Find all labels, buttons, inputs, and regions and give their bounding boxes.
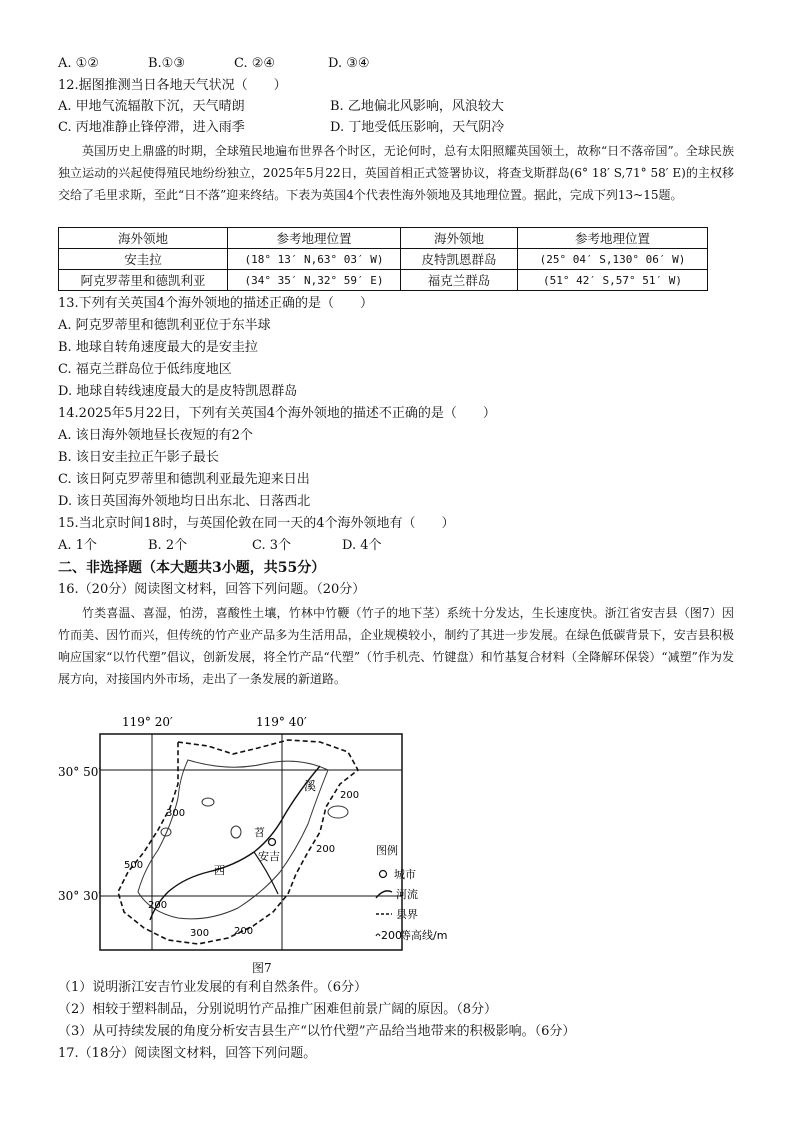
q16-sub1: （1）说明浙江安吉竹业发展的有利自然条件。（6分） <box>58 980 368 995</box>
q11-option-a[interactable]: A. ①② <box>58 56 99 71</box>
q16-passage: 竹类喜温、喜湿，怕涝，喜酸性土壤，竹林中竹鞭（竹子的地下茎）系统十分发达，生长速度快。浙江省安吉县（图7）因竹而美、因竹而兴，但传统的竹产业产品多为生活用品，企业规模较小，制约了其进一步发展。在绿色低碳背景下，安吉县积极响应国家“以竹代塑”倡议，创新发展，将全竹产品“代塑”（竹手机壳、竹键盘）和竹基复合材料（全降解环保袋）“减塑”作为发展方向，对接国内外市场，走出了一条发展的新道路。 <box>58 606 734 686</box>
anji-map-figure <box>58 712 448 974</box>
table-cell: 安圭拉 <box>59 249 228 270</box>
contour-line <box>138 760 328 919</box>
q14-option-a[interactable]: A. 该日海外领地昼长夜短的有2个 <box>58 428 253 443</box>
q16-sub3: （3）从可持续发展的角度分析安吉县生产“以竹代塑”产品给当地带来的积极影响。（6分） <box>58 1024 576 1039</box>
q11-option-d[interactable]: D. ③④ <box>328 56 370 71</box>
river-label-xi: 溪 <box>304 779 317 793</box>
q15-option-c[interactable]: C. 3个 <box>252 538 292 553</box>
q11-option-c[interactable]: C. ②④ <box>234 56 276 71</box>
table-cell: (34° 35′ N,32° 59′ E) <box>228 270 401 291</box>
table-row <box>59 249 708 270</box>
contour-label: 200 <box>340 790 360 801</box>
figure-caption: 图7 <box>252 961 272 975</box>
river-line <box>150 766 320 920</box>
legend-city-icon <box>380 871 387 878</box>
table-header: 参考地理位置 <box>228 228 401 249</box>
city-label: 安吉 <box>258 850 280 863</box>
contour-label: 300 <box>190 928 210 939</box>
legend-river: 河流 <box>396 888 418 901</box>
legend-title: 图例 <box>376 844 398 857</box>
legend-contour-num: 200 <box>381 929 402 942</box>
table-cell: 福克兰群岛 <box>401 270 518 291</box>
legend-river-icon <box>376 891 392 898</box>
table-cell: (18° 13′ N,63° 03′ W) <box>228 249 401 270</box>
q16-stem: 16.（20分）阅读图文材料，回答下列问题。（20分） <box>58 582 366 597</box>
q15-stem: 15.当北京时间18时，与英国伦敦在同一天的4个海外领地有（ ） <box>58 516 455 531</box>
q15-options <box>58 536 382 556</box>
table-cell: 阿克罗蒂里和德凯利亚 <box>59 270 228 291</box>
table-header-row <box>59 228 708 249</box>
q12-option-a[interactable]: A. 甲地气流辐散下沉，天气晴朗 <box>58 99 245 114</box>
table-cell: (51° 42′ S,57° 51′ W) <box>518 270 708 291</box>
q13-option-a[interactable]: A. 阿克罗蒂里和德凯利亚位于东半球 <box>58 318 271 333</box>
territories-table <box>58 227 708 291</box>
legend-contour: 等高线/m <box>400 929 448 942</box>
table-header: 参考地理位置 <box>518 228 708 249</box>
contour-label: 300 <box>166 808 186 819</box>
q16-sub2: （2）相较于塑料制品，分别说明竹产品推广困难但前景广阔的原因。（8分） <box>58 1002 498 1017</box>
q13-stem: 13.下列有关英国4个海外领地的描述正确的是（ ） <box>58 296 373 311</box>
legend-contour-icon <box>376 934 380 936</box>
q12-option-b[interactable]: B. 乙地偏北风影响，风浪较大 <box>330 99 504 114</box>
section-heading: 二、非选择题（本大题共3小题，共55分） <box>58 560 326 576</box>
q13-option-b[interactable]: B. 地球自转角速度最大的是安圭拉 <box>58 340 258 355</box>
lon-label-1: 119° 20′ <box>122 715 173 729</box>
contour-island <box>231 826 241 838</box>
city-marker <box>269 839 276 846</box>
q17-stem: 17.（18分）阅读图文材料，回答下列问题。 <box>58 1046 317 1061</box>
q14-option-d[interactable]: D. 该日英国海外领地均日出东北、日落西北 <box>58 494 311 509</box>
river-label-tiao: 苕 <box>254 826 265 839</box>
legend-city: 城市 <box>394 868 416 881</box>
place-label-west: 西 <box>214 864 225 877</box>
contour-label: 200 <box>234 926 254 937</box>
q15-option-d[interactable]: D. 4个 <box>342 538 382 553</box>
table-row <box>59 270 708 291</box>
q11-options <box>58 54 370 74</box>
lon-label-2: 119° 40′ <box>256 715 307 729</box>
q12-option-c[interactable]: C. 丙地准静止锋停滞，进入雨季 <box>58 120 245 135</box>
legend-boundary: 县界 <box>396 908 418 921</box>
table-header: 海外领地 <box>59 228 228 249</box>
contour-label: 500 <box>124 860 144 871</box>
county-boundary <box>118 740 358 944</box>
q13-option-d[interactable]: D. 地球自转线速度最大的是皮特凯恩群岛 <box>58 384 298 399</box>
q12-option-d[interactable]: D. 丁地受低压影响，天气阴冷 <box>330 120 505 135</box>
table-cell: 皮特凯恩群岛 <box>401 249 518 270</box>
q15-option-a[interactable]: A. 1个 <box>58 538 97 553</box>
table-header: 海外领地 <box>401 228 518 249</box>
q12-stem: 12.据图推测当日各地天气状况（ ） <box>58 78 287 93</box>
table-cell: (25° 04′ S,130° 06′ W) <box>518 249 708 270</box>
q14-option-c[interactable]: C. 该日阿克罗蒂里和德凯利亚最先迎来日出 <box>58 472 310 487</box>
lat-label-2: 30° 30′ <box>58 889 102 903</box>
contour-label: 200 <box>148 900 168 911</box>
lat-label-1: 30° 50′ <box>58 765 102 779</box>
contour-island <box>202 798 214 806</box>
q14-stem: 14.2025年5月22日，下列有关英国4个海外领地的描述不正确的是（ ） <box>58 406 496 421</box>
contour-label: 200 <box>316 844 336 855</box>
contour-island <box>328 806 348 818</box>
anji-map <box>58 712 448 974</box>
q11-option-b[interactable]: B.①③ <box>148 56 185 71</box>
q14-option-b[interactable]: B. 该日安圭拉正午影子最长 <box>58 450 219 465</box>
passage-uk-territories: 英国历史上鼎盛的时期，全球殖民地遍布世界各个时区，无论何时，总有太阳照耀英国领土，故称“日不落帝国”。全球民族独立运动的兴起使得殖民地纷纷独立，2025年5月22日，英国首相正式签署协议，将查戈斯群岛(6° 18′ S,71° 58′ E)的主权移交给了毛里求斯，至此“日不落”迎来终结。下表为英国4个代表性海外领地及其地理位置。据此，完成下列13~15题。 <box>58 144 734 202</box>
q13-option-c[interactable]: C. 福克兰群岛位于低纬度地区 <box>58 362 232 377</box>
q15-option-b[interactable]: B. 2个 <box>148 538 188 553</box>
